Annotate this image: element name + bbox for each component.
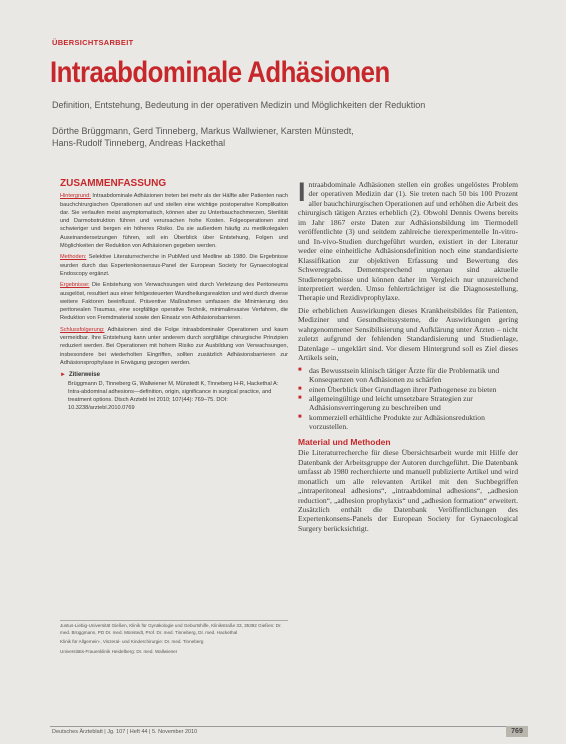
affiliations	[60, 623, 288, 658]
abstract-conclusion	[60, 326, 288, 367]
methods-heading: Material und Methoden	[298, 436, 391, 447]
page-number: 769	[506, 726, 528, 737]
methods-paragraph: Die Literaturrecherche für diese Übersichtsarbeit wurde mit Hilfe der Datenbank der Arbeitsgruppe der Autoren durchgeführt. Die Datenbank umfasst ab 1980 recherchierte und manuell publizierte Artikel und wird monatlich um alle relevanten Artikel mit den Suchbegriffen „intraperitoneal adhesions“, „intraabdominal adhesions“, „adhesion reduction“, „adhesion prophylaxis“ und „adhesion formation“ erweitert. Zusätzlich enthält die Datenbank Veröffentlichungen des Expertenkonsens-Panels der European Society for Gynaecological Surgery berücksichtigt.	[298, 448, 518, 533]
abstract-text: Selektive Literaturrecherche in PubMed und Medline ab 1980. Die Ergebnisse wurden durch das Expertenkonsensus-Panel der European Society for Gynaecological Endoscopy ergänzt.	[60, 254, 288, 277]
article-subtitle: Definition, Entstehung, Bedeutung in der operativen Medizin und Möglichkeiten der Reduktion	[52, 100, 426, 110]
drop-cap: I	[298, 177, 306, 207]
author-line: Dörthe Brüggmann, Gerd Tinneberg, Markus Wallwiener, Karsten Münstedt,	[52, 126, 354, 136]
citation-heading	[60, 371, 288, 379]
aims-list	[298, 366, 518, 432]
affiliation-line: Klinik für Allgemein-, Viszeral- und Kinderchirurgie: Dr. med. Tinneberg	[60, 639, 204, 644]
abstract-box	[60, 180, 288, 413]
list-item: ■ einen Überblick über Grundlagen ihrer Pathogenese zu bieten	[298, 385, 518, 394]
abstract-methods	[60, 253, 288, 278]
abstract-label: Methoden:	[60, 254, 87, 261]
body-text-column	[298, 177, 518, 536]
section-label: ÜBERSICHTSARBEIT	[52, 38, 134, 47]
abstract-results	[60, 281, 288, 322]
triangle-right-icon: ►	[60, 372, 66, 379]
author-line: Hans-Rudolf Tinneberg, Andreas Hackethal	[52, 138, 226, 148]
footnote-divider	[60, 620, 288, 621]
intro-paragraph	[298, 177, 518, 303]
citation-label: Zitierweise	[68, 372, 100, 379]
abstract-label: Hintergrund:	[60, 193, 91, 200]
article-title: Intraabdominale Adhäsionen	[50, 56, 390, 89]
abstract-label: Schlussfolgerung:	[60, 326, 105, 333]
list-item: ■ kommerziell erhältliche Produkte zur Adhäsionsreduktion vorzustellen.	[298, 413, 518, 432]
intro-text: ntraabdominale Adhäsionen stellen ein großes ungelöstes Problem der operativen Medizin dar (1). Sie treten nach 50 bis 100 Prozent aller bauchchirurgischen Operationen auf und erhöhen die Arbeit des chirurgisch tätigen Arztes erheblich (2). Obwohl Dennis Owens bereits im Jahr 1867 erste Daten zur Adhäsionsbildung im Tiermodell veröffentlichte (3) und seitdem zahlreiche tierexperimentelle In-vitro- und In-vivo-Studien durchgeführt wurden, existiert in der Literatur weder eine einheitliche Adhäsionsdefinition noch eine standardisierte Klassifikation zur objektiven Erfassung und Bewertung des Schweregrads. Dementsprechend ungenau sind aktuelle Studienergebnisse und können daher im Vergleich nur unzureichend interpretiert werden. Umso fehlerträchtiger ist die Diagnosestellung, Therapie und Rezidivprophylaxe.	[298, 180, 518, 303]
abstract-heading: ZUSAMMENFASSUNG	[60, 178, 167, 189]
citation-block	[60, 371, 288, 412]
citation-text: Brüggmann D, Tinneberg G, Wallwiener M, Münstedt K, Tinneberg H-R, Hackethal A: Intra-abdominal adhesions—definition, origin, significance in surgical practice, and treatment options. Dtsch Arztebl Int 2010; 107(44): 769–75. DOI: 10.3238/arztebl.2010.0769	[68, 380, 279, 412]
list-item: ■ das Bewusstsein klinisch tätiger Ärzte für die Problematik und Konsequenzen von Adhäsionen zu schärfen	[298, 366, 518, 385]
author-list	[52, 125, 532, 149]
abstract-text: Die Entstehung von Verwachsungen wird durch Verletzung des Peritoneums ausgelöst, resultiert aus einer fehlgesteuerten Wundheilungsreaktion und wird durch diverse weitere Faktoren beeinflusst. Präventive Maßnahmen umfassen die Minimierung des peritonealen Traumas, eine sorgfältige operative Technik, minimalinvasive Verfahren, die Reduktion von Fremdmaterial sowie den Einsatz von Adhäsionsbarrieren.	[60, 282, 288, 322]
footer-divider	[50, 726, 520, 727]
affiliation-line: Universitäts-Frauenklinik Heidelberg: Dr. med. Wallwiener	[60, 648, 178, 654]
abstract-background	[60, 192, 288, 250]
abstract-label: Ergebnisse:	[60, 282, 90, 289]
abstract-text: Intraabdominale Adhäsionen treten bei mehr als der Hälfte aller Patienten nach bauchchirurgischen Operationen auf und stellen eine wichtige postoperative Komplikation dar. Sie verlaufen meist asymptomatisch, können aber zu Unterbauchschmerzen, Sterilität und Darmobstruktion führen und verursachen hohe Kosten. Folgeoperationen sind schwieriger und bergen ein höheres Risiko. Da sie außerdem häufig zu medikolegalen Auseinandersetzungen führen, soll ein Überblick über Entstehung, Folgen und Möglichkeiten der Reduktion von Adhäsionen gegeben werden.	[60, 193, 288, 250]
journal-footer: Deutsches Ärzteblatt | Jg. 107 | Heft 44 | 5. November 2010	[52, 729, 198, 735]
list-item: ■ allgemeingültige und leicht umsetzbare Strategien zur Adhäsionsverringerung zu beschreiben und	[298, 394, 518, 413]
affiliation-line: Justus-Liebig-Universität Gießen, Klinik für Gynäkologie und Geburtshilfe, Klinikstraße 33, 35392 Gießen: Dr. med. Brüggmann, PD Dr. med. Münstedt, Prof. Dr. med. Tinneberg, Dr. med. Hackethal	[60, 623, 282, 635]
abstract-text: Adhäsionen sind die Folge intraabdominaler Operationen und kaum vermeidbar. Ihre Entstehung kann unter anderem durch sorgfältige chirurgische Prinzipien reduziert werden. Bei Operationen mit hohem Risiko zur Ausbildung von Verwachsungen, insbesondere bei wiederholten Eingriffen, sollten zusätzlich Adhäsionsbarrieren zur Adhäsionsprophylaxe in Erwägung gezogen werden.	[60, 326, 288, 366]
aim-paragraph: Die erheblichen Auswirkungen dieses Krankheitsbildes für Patienten, Mediziner und Gesundheitssysteme, die Auswirkungen gering wahrgenommener Sensibilisierung und Aufklärung unter Ärzten – nicht zuletzt aufgrund der fehlenden Standardisierung und Studienlage, Datenlage – ungeklärt sind. Vor diesem Hintergrund soll es Ziel dieses Artikels sein,	[298, 305, 518, 363]
